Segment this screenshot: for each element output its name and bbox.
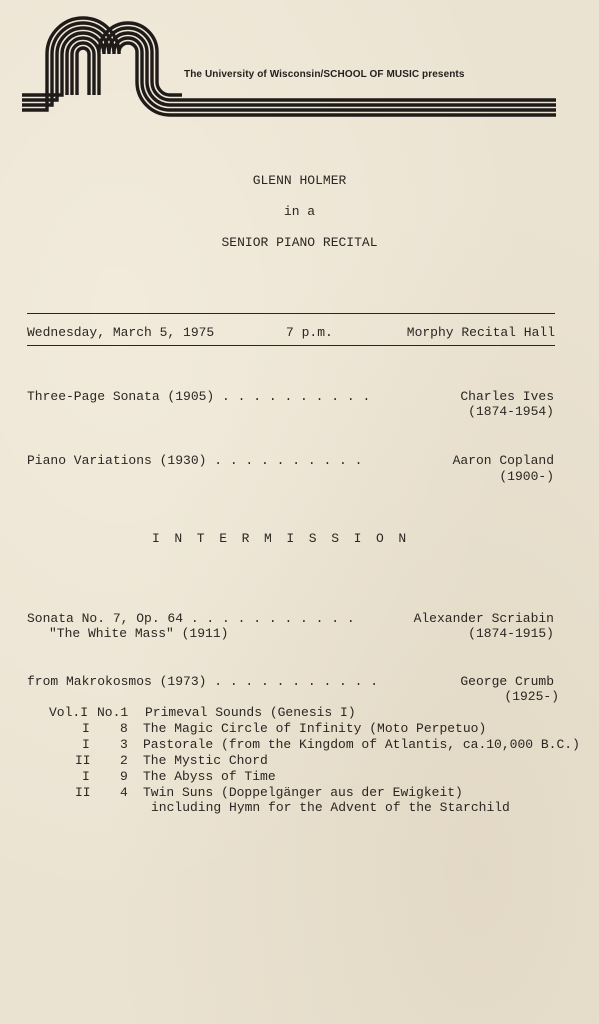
movement-number: 9 <box>120 769 128 784</box>
composer-years: (1874-1915) <box>468 626 554 641</box>
movement-number: 3 <box>120 737 128 752</box>
event-date: Wednesday, March 5, 1975 <box>27 325 215 340</box>
composer-name: Alexander Scriabin <box>413 611 554 626</box>
movement-volume: II <box>75 753 91 768</box>
movement-title: Twin Suns (Doppelgänger aus der Ewigkeit) <box>143 785 463 800</box>
movement-volume: I <box>82 721 90 736</box>
composer-name: George Crumb <box>460 674 554 689</box>
intermission-heading: INTERMISSION <box>152 531 421 546</box>
movement-title: Pastorale (from the Kingdom of Atlantis, ca.10,000 B.C.) <box>143 737 580 752</box>
work-title: from Makrokosmos (1973) . . . . . . . . . . . <box>27 674 379 689</box>
work-title: Three-Page Sonata (1905) . . . . . . . . . . <box>27 389 371 404</box>
event-venue: Morphy Recital Hall <box>406 325 555 340</box>
number-header: No.1 <box>97 705 129 720</box>
movement-title: The Magic Circle of Infinity (Moto Perpetuo) <box>143 721 487 736</box>
work-title: Piano Variations (1930) . . . . . . . . . . <box>27 453 363 468</box>
composer-years: (1874-1954) <box>468 404 554 419</box>
event-title: SENIOR PIANO RECITAL <box>221 235 378 250</box>
school-of-music-logo <box>22 10 562 125</box>
composer-name: Aaron Copland <box>452 453 554 468</box>
movement-volume: I <box>82 737 90 752</box>
presenter-line: The University of Wisconsin/SCHOOL OF MUSIC presents <box>184 69 465 80</box>
work-title: Sonata No. 7, Op. 64 . . . . . . . . . . . <box>27 611 355 626</box>
movement-title: Primeval Sounds (Genesis I) <box>145 705 356 720</box>
top-rule <box>27 313 555 314</box>
movement-title: The Mystic Chord <box>143 753 268 768</box>
movement-number: 4 <box>120 785 128 800</box>
movement-number: 2 <box>120 753 128 768</box>
movement-volume: II <box>75 785 91 800</box>
composer-years: (1925-) <box>504 689 559 704</box>
title-connector: in a <box>283 204 316 219</box>
movement-volume: I <box>82 769 90 784</box>
movement-title: The Abyss of Time <box>143 769 276 784</box>
bottom-rule <box>27 345 555 346</box>
movement-continuation: including Hymn for the Advent of the Starchild <box>151 800 510 815</box>
composer-name: Charles Ives <box>460 389 554 404</box>
composer-years: (1900-) <box>499 469 554 484</box>
movement-number: 8 <box>120 721 128 736</box>
volume-header: Vol.I <box>49 705 89 720</box>
event-time: 7 p.m. <box>286 325 333 340</box>
performer-name: GLENN HOLMER <box>252 173 347 188</box>
work-subtitle: "The White Mass" (1911) <box>49 626 229 641</box>
